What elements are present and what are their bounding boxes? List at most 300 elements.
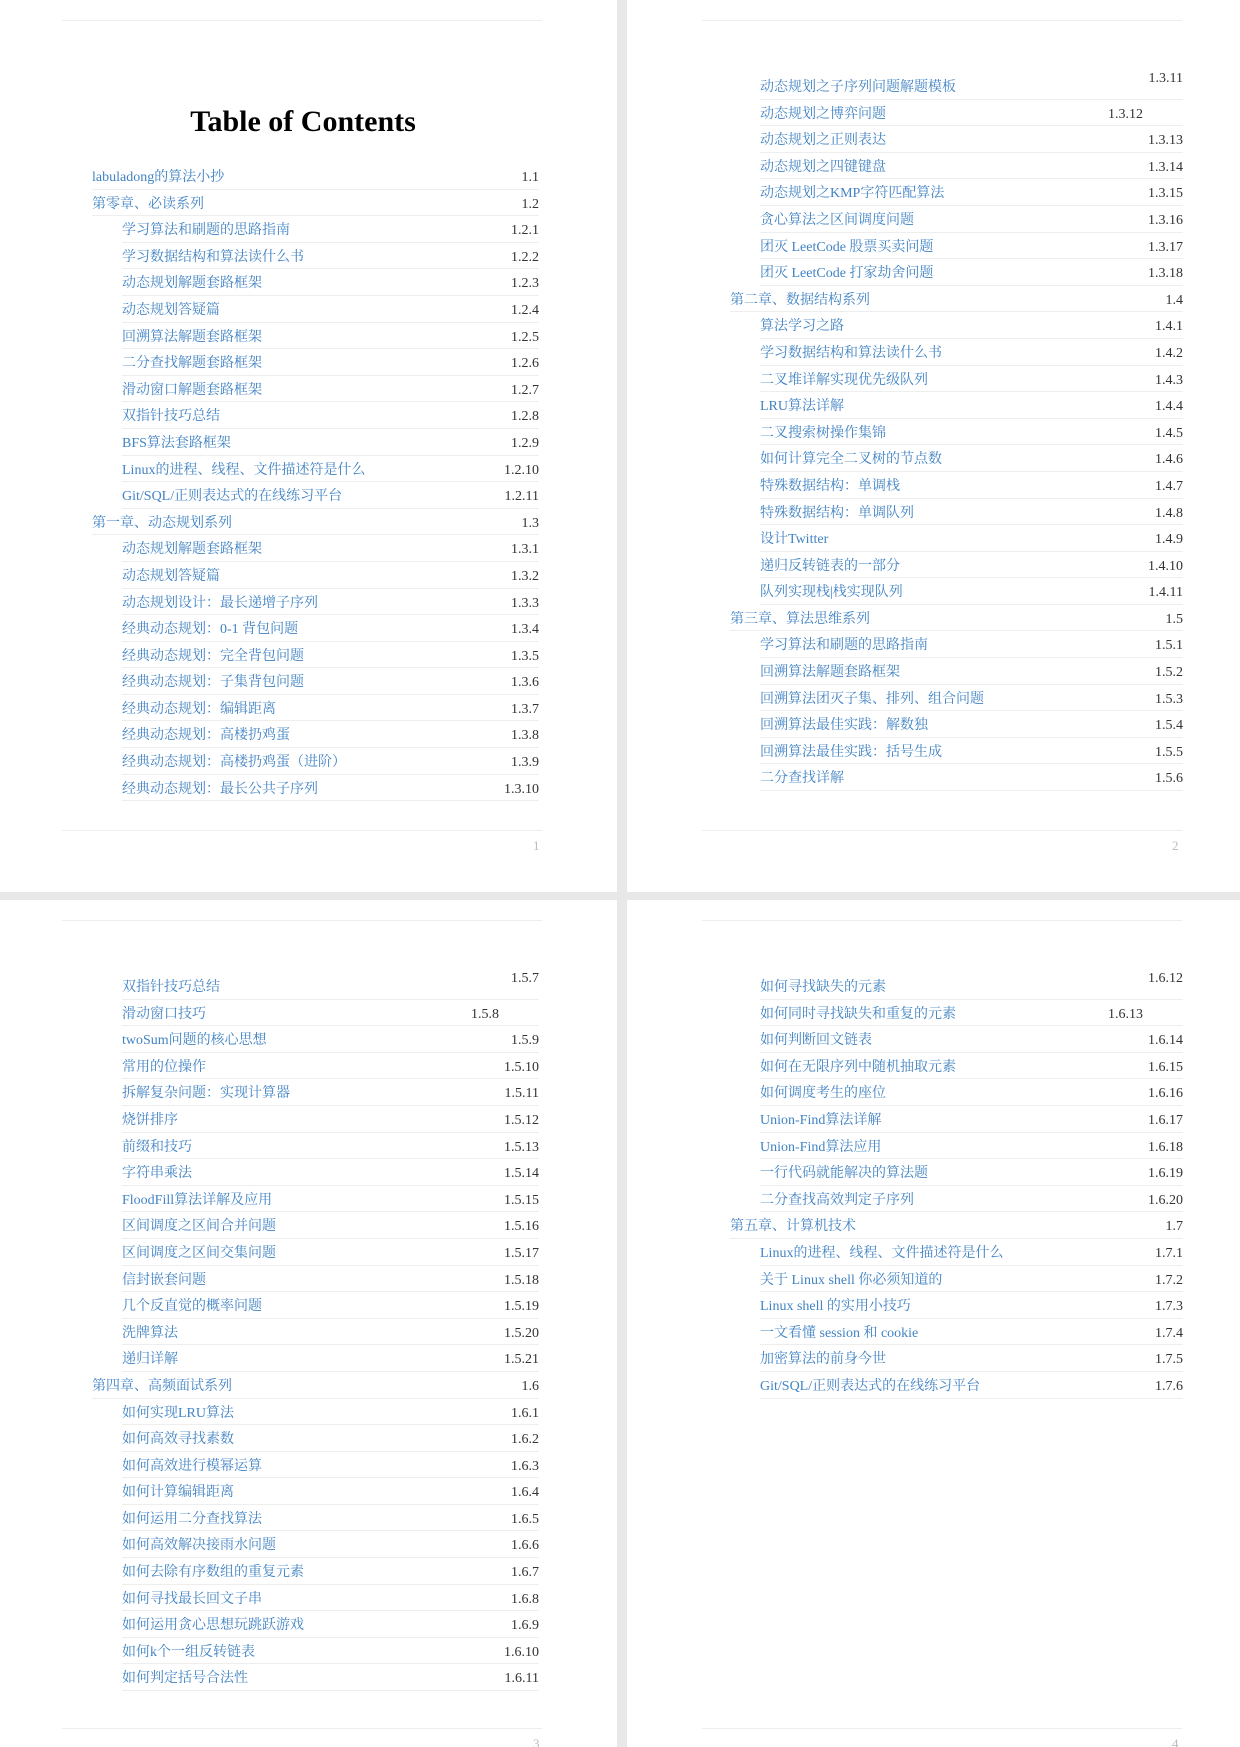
toc-entry[interactable] [760, 1079, 1183, 1106]
toc-entry-link[interactable]: 递归反转链表的一部分 [760, 558, 900, 574]
toc-entry[interactable] [760, 578, 1183, 605]
toc-entry-number: 1.3.15 [1148, 186, 1183, 202]
toc-entry-number: 1.3.9 [511, 755, 539, 771]
toc-entry[interactable] [122, 642, 539, 669]
page-number: 3 [533, 1736, 540, 1747]
toc-entry[interactable] [122, 562, 539, 589]
toc-entry-link[interactable]: 算法学习之路 [760, 319, 844, 335]
toc-entry-link[interactable]: 特殊数据结构：单调队列 [760, 505, 914, 521]
footer-rule [702, 1728, 1182, 1729]
toc-entry-link[interactable]: 动态规划之四键键盘 [760, 159, 886, 175]
toc-entry-number: 1.3.8 [511, 728, 539, 744]
toc-entry[interactable] [122, 1478, 539, 1505]
toc-entry-link[interactable]: 动态规划之KMP字符匹配算法 [760, 186, 945, 202]
toc-entry-link[interactable]: 滑动窗口解题套路框架 [122, 382, 262, 398]
toc-entry-link[interactable]: BFS算法套路框架 [122, 435, 231, 451]
toc-entry[interactable] [122, 1452, 539, 1479]
toc-entry[interactable] [122, 775, 539, 802]
footer-rule [702, 830, 1182, 831]
toc-entry-number: 1.6 [521, 1378, 539, 1394]
toc-entry-link[interactable]: 回溯算法最佳实践：括号生成 [760, 744, 942, 760]
toc-entry-link[interactable]: 动态规划答疑篇 [122, 302, 220, 318]
page-number: 4 [1172, 1736, 1179, 1747]
toc-entry-link[interactable]: 如何寻找最长回文子串 [122, 1591, 262, 1607]
toc-entry-link[interactable]: twoSum问题的核心思想 [122, 1033, 267, 1049]
toc-entry[interactable] [760, 126, 1183, 153]
toc-entry-link[interactable]: 区间调度之区间合并问题 [122, 1219, 276, 1235]
toc-entry[interactable] [122, 429, 539, 456]
toc-entry[interactable] [92, 190, 539, 217]
toc-entry-link[interactable]: 第五章、计算机技术 [730, 1219, 856, 1235]
toc-entry-link[interactable]: 第二章、数据结构系列 [730, 292, 870, 308]
toc-entry-number: 1.6.18 [1148, 1139, 1183, 1155]
toc-entry[interactable] [760, 499, 1183, 526]
toc-entry[interactable] [122, 1664, 539, 1691]
toc-entry-link[interactable]: 如何去除有序数组的重复元素 [122, 1565, 304, 1581]
toc-entry[interactable] [760, 206, 1183, 233]
toc-entry-link[interactable]: 经典动态规划：高楼扔鸡蛋 [122, 728, 290, 744]
toc-entry-link[interactable]: 动态规划之博弈问题 [760, 106, 886, 122]
toc-entry-number: 1.6.13 [1108, 1006, 1143, 1022]
toc-entry-number: 1.7.6 [1155, 1378, 1183, 1394]
header-rule [702, 20, 1182, 21]
page-number: 1 [533, 838, 540, 853]
toc-entry-number: 1.5.1 [1155, 638, 1183, 654]
toc-entry[interactable] [122, 1212, 539, 1239]
toc-entry-number: 1.2.5 [511, 329, 539, 345]
toc-entry-number: 1.4 [1165, 292, 1183, 308]
toc-entry[interactable] [760, 1159, 1183, 1186]
toc-entry-number: 1.5.7 [511, 971, 539, 986]
toc-entry-number: 1.3.18 [1148, 266, 1183, 282]
toc-entry-number: 1.6.8 [511, 1591, 539, 1607]
toc-entry-link[interactable]: 如何判定括号合法性 [122, 1671, 248, 1687]
toc-entry[interactable] [122, 1133, 539, 1160]
toc-entry-number: 1.4.10 [1148, 558, 1183, 574]
toc-entry-link[interactable]: 一行代码就能解决的算法题 [760, 1166, 928, 1182]
toc-entry[interactable] [122, 1399, 539, 1426]
toc-entry[interactable] [760, 1292, 1183, 1319]
toc-entry-number: 1.5.17 [504, 1245, 539, 1261]
toc-entry[interactable] [730, 286, 1183, 313]
toc-entry-number: 1.6.3 [511, 1458, 539, 1474]
toc-entry[interactable] [122, 402, 539, 429]
toc-entry-number: 1.6.16 [1148, 1086, 1183, 1102]
toc-entry-number: 1.5.11 [504, 1086, 539, 1102]
toc-entry[interactable] [122, 216, 539, 243]
header-rule [702, 920, 1182, 921]
toc-entry[interactable] [122, 323, 539, 350]
toc-entry-link[interactable]: FloodFill算法详解及应用 [122, 1192, 273, 1208]
toc-entry-link[interactable]: labuladong的算法小抄 [92, 170, 225, 185]
toc-entry-link[interactable]: 二叉搜索树操作集锦 [760, 425, 886, 441]
toc-list [730, 973, 1183, 1399]
footer-rule [62, 1728, 542, 1729]
toc-entry-link[interactable]: 回溯算法最佳实践：解数独 [760, 718, 928, 734]
toc-entry-link[interactable]: Git/SQL/正则表达式的在线练习平台 [122, 489, 343, 505]
toc-entry-link[interactable]: 如何在无限序列中随机抽取元素 [760, 1059, 956, 1075]
toc-entry-link[interactable]: 如何计算完全二叉树的节点数 [760, 452, 942, 468]
toc-list [730, 73, 1183, 791]
toc-entry[interactable] [760, 552, 1183, 579]
toc-entry-number: 1.3.3 [511, 595, 539, 611]
toc-entry-link[interactable]: Union-Find算法应用 [760, 1139, 882, 1155]
toc-entry[interactable] [760, 764, 1183, 791]
toc-entry[interactable] [760, 100, 1183, 127]
toc-entry-number: 1.5.6 [1155, 771, 1183, 787]
toc-entry-number: 1.5.3 [1155, 691, 1183, 707]
toc-entry[interactable] [760, 366, 1183, 393]
toc-entry[interactable] [122, 1292, 539, 1319]
toc-list [92, 163, 539, 801]
toc-entry[interactable] [760, 525, 1183, 552]
toc-entry-link[interactable]: 团灭 LeetCode 股票买卖问题 [760, 239, 934, 255]
toc-entry[interactable] [760, 685, 1183, 712]
toc-entry-link[interactable]: 第四章、高频面试系列 [92, 1378, 232, 1394]
toc-entry-number: 1.5.21 [504, 1352, 539, 1368]
toc-entry[interactable] [122, 1558, 539, 1585]
toc-entry-link[interactable]: 动态规划答疑篇 [122, 568, 220, 584]
toc-entry[interactable] [760, 711, 1183, 738]
toc-entry[interactable] [760, 1026, 1183, 1053]
toc-entry-link[interactable]: 设计Twitter [760, 532, 829, 548]
toc-entry-number: 1.6.2 [511, 1432, 539, 1448]
toc-entry-link[interactable]: 如何计算编辑距离 [122, 1485, 234, 1501]
toc-entry-link[interactable]: 动态规划设计：最长递增子序列 [122, 595, 318, 611]
toc-entry-link[interactable]: LRU算法详解 [760, 399, 844, 415]
toc-entry[interactable] [122, 243, 539, 270]
toc-entry[interactable] [122, 1079, 539, 1106]
toc-entry[interactable] [760, 1186, 1183, 1213]
toc-entry-number: 1.6.14 [1148, 1033, 1183, 1049]
toc-entry[interactable] [760, 339, 1183, 366]
toc-entry-link[interactable]: 如何运用二分查找算法 [122, 1511, 262, 1527]
toc-entry[interactable] [760, 1266, 1183, 1293]
toc-entry-link[interactable]: 经典动态规划：编辑距离 [122, 701, 276, 717]
header-rule [62, 920, 542, 921]
toc-entry[interactable] [760, 1239, 1183, 1266]
toc-entry-link[interactable]: 贪心算法之区间调度问题 [760, 212, 914, 228]
toc-entry-number: 1.2.8 [511, 409, 539, 425]
toc-entry-link[interactable]: 动态规划解题套路框架 [122, 542, 262, 558]
toc-entry-link[interactable]: 如何调度考生的座位 [760, 1086, 886, 1102]
toc-entry-link[interactable]: 常用的位操作 [122, 1059, 206, 1075]
toc-entry[interactable] [760, 73, 1183, 100]
toc-entry[interactable] [760, 1053, 1183, 1080]
toc-entry[interactable] [730, 605, 1183, 632]
toc-entry-number: 1.5.8 [471, 1006, 499, 1022]
toc-entry-link[interactable]: 如何寻找缺失的元素 [760, 980, 886, 995]
toc-entry-link[interactable]: 烧饼排序 [122, 1112, 178, 1128]
toc-entry-link[interactable]: 学习数据结构和算法读什么书 [760, 345, 942, 361]
toc-entry-number: 1.3 [521, 515, 539, 531]
toc-entry-number: 1.2 [521, 196, 539, 212]
toc-entry-link[interactable]: 动态规划之正则表达 [760, 133, 886, 149]
toc-entry-number: 1.7 [1165, 1219, 1183, 1235]
toc-entry-link[interactable]: Git/SQL/正则表达式的在线练习平台 [760, 1378, 981, 1394]
toc-entry-link[interactable]: 回溯算法解题套路框架 [760, 665, 900, 681]
toc-entry[interactable] [122, 1053, 539, 1080]
toc-entry-number: 1.6.6 [511, 1538, 539, 1554]
toc-entry-number: 1.5.14 [504, 1166, 539, 1182]
toc-entry-link[interactable]: 二分查找详解 [760, 771, 844, 787]
toc-entry-number: 1.3.2 [511, 568, 539, 584]
toc-entry-link[interactable]: Linux的进程、线程、文件描述符是什么 [122, 462, 366, 478]
toc-entry[interactable] [122, 482, 539, 509]
toc-entry-number: 1.3.17 [1148, 239, 1183, 255]
toc-entry[interactable] [760, 153, 1183, 180]
toc-entry-link[interactable]: 经典动态规划：最长公共子序列 [122, 781, 318, 797]
toc-entry[interactable] [92, 509, 539, 536]
toc-entry-link[interactable]: 二分查找高效判定子序列 [760, 1192, 914, 1208]
toc-entry-link[interactable]: 洗牌算法 [122, 1325, 178, 1341]
toc-entry[interactable] [92, 163, 539, 190]
toc-entry[interactable] [122, 615, 539, 642]
toc-entry-number: 1.6.19 [1148, 1166, 1183, 1182]
toc-entry-link[interactable]: 二叉堆详解实现优先级队列 [760, 372, 928, 388]
toc-entry-link[interactable]: 关于 Linux shell 你必须知道的 [760, 1272, 943, 1288]
toc-entry[interactable] [760, 1133, 1183, 1160]
toc-entry-number: 1.6.5 [511, 1511, 539, 1527]
toc-entry-number: 1.7.1 [1155, 1245, 1183, 1261]
toc-entry-number: 1.3.12 [1108, 106, 1143, 122]
toc-entry-link[interactable]: Linux的进程、线程、文件描述符是什么 [760, 1245, 1004, 1261]
toc-entry-link[interactable]: 第三章、算法思维系列 [730, 611, 870, 627]
toc-entry[interactable] [122, 1106, 539, 1133]
page-2 [627, 0, 1240, 892]
toc-entry[interactable] [122, 1585, 539, 1612]
toc-entry-link[interactable]: 第一章、动态规划系列 [92, 515, 232, 531]
toc-entry-number: 1.5.16 [504, 1219, 539, 1235]
toc-entry[interactable] [760, 1319, 1183, 1346]
toc-entry[interactable] [760, 312, 1183, 339]
toc-entry-link[interactable]: 学习算法和刷题的思路指南 [760, 638, 928, 654]
toc-entry-number: 1.2.3 [511, 276, 539, 292]
page-3 [0, 900, 617, 1747]
toc-entry-number: 1.5.4 [1155, 718, 1183, 734]
toc-entry-link[interactable]: 双指针技巧总结 [122, 409, 220, 425]
header-rule [62, 20, 542, 21]
toc-entry-number: 1.4.4 [1155, 399, 1183, 415]
toc-entry-link[interactable]: 如何同时寻找缺失和重复的元素 [760, 1006, 956, 1022]
toc-entry[interactable] [760, 658, 1183, 685]
toc-entry[interactable] [760, 179, 1183, 206]
toc-entry-link[interactable]: 滑动窗口技巧 [122, 1006, 206, 1022]
toc-entry-link[interactable]: 特殊数据结构：单调栈 [760, 478, 900, 494]
toc-entry-number: 1.5.5 [1155, 744, 1183, 760]
page-1 [0, 0, 617, 892]
toc-entry-number: 1.6.12 [1148, 971, 1183, 986]
toc-entry-link[interactable]: 二分查找解题套路框架 [122, 356, 262, 372]
toc-entry-number: 1.2.9 [511, 435, 539, 451]
toc-entry-number: 1.4.2 [1155, 345, 1183, 361]
toc-entry[interactable] [122, 349, 539, 376]
footer-rule [62, 830, 542, 831]
toc-entry-link[interactable]: 第零章、必读系列 [92, 196, 204, 212]
toc-entry-number: 1.3.14 [1148, 159, 1183, 175]
toc-entry-number: 1.4.7 [1155, 478, 1183, 494]
toc-entry[interactable] [122, 1345, 539, 1372]
toc-entry[interactable] [760, 738, 1183, 765]
toc-entry[interactable] [760, 472, 1183, 499]
toc-title: Table of Contents [190, 105, 416, 138]
toc-entry-link[interactable]: 回溯算法解题套路框架 [122, 329, 262, 345]
toc-entry-number: 1.2.6 [511, 356, 539, 372]
toc-entry-number: 1.6.1 [511, 1405, 539, 1421]
toc-entry[interactable] [122, 748, 539, 775]
toc-entry-number: 1.3.10 [504, 781, 539, 797]
toc-entry-number: 1.2.2 [511, 249, 539, 265]
toc-entry-number: 1.4.6 [1155, 452, 1183, 468]
toc-entry-number: 1.7.5 [1155, 1352, 1183, 1368]
toc-entry-number: 1.6.9 [511, 1618, 539, 1634]
toc-entry-link[interactable]: 学习数据结构和算法读什么书 [122, 249, 304, 265]
toc-entry-number: 1.3.11 [1148, 71, 1183, 86]
toc-entry[interactable] [760, 973, 1183, 1000]
toc-entry-number: 1.7.4 [1155, 1325, 1183, 1341]
toc-entry[interactable] [122, 1186, 539, 1213]
toc-entry-number: 1.3.6 [511, 675, 539, 691]
toc-entry-number: 1.3.16 [1148, 212, 1183, 228]
toc-entry[interactable] [122, 721, 539, 748]
toc-entry-link[interactable]: 如何k个一组反转链表 [122, 1644, 255, 1660]
toc-entry[interactable] [760, 1106, 1183, 1133]
toc-entry[interactable] [122, 1266, 539, 1293]
toc-entry-number: 1.3.13 [1148, 133, 1183, 149]
toc-entry-number: 1.7.3 [1155, 1299, 1183, 1315]
toc-entry-link[interactable]: 经典动态规划：子集背包问题 [122, 675, 304, 691]
toc-entry-number: 1.7.2 [1155, 1272, 1183, 1288]
toc-entry[interactable] [730, 1212, 1183, 1239]
toc-entry-link[interactable]: 字符串乘法 [122, 1166, 192, 1182]
toc-entry[interactable] [760, 419, 1183, 446]
toc-entry[interactable] [122, 1425, 539, 1452]
toc-entry[interactable] [122, 668, 539, 695]
toc-entry[interactable] [122, 1638, 539, 1665]
toc-entry-number: 1.5.10 [504, 1059, 539, 1075]
toc-entry-link[interactable]: 前缀和技巧 [122, 1139, 192, 1155]
toc-entry[interactable] [122, 456, 539, 483]
toc-entry-link[interactable]: 信封嵌套问题 [122, 1272, 206, 1288]
toc-entry[interactable] [122, 1026, 539, 1053]
toc-entry-number: 1.6.4 [511, 1485, 539, 1501]
toc-entry[interactable] [760, 1345, 1183, 1372]
toc-entry-number: 1.6.15 [1148, 1059, 1183, 1075]
toc-entry[interactable] [122, 589, 539, 616]
toc-entry-link[interactable]: 区间调度之区间交集问题 [122, 1245, 276, 1261]
toc-entry-link[interactable]: 加密算法的前身今世 [760, 1352, 886, 1368]
toc-entry-link[interactable]: 学习算法和刷题的思路指南 [122, 223, 290, 239]
toc-entry-link[interactable]: 队列实现栈|栈实现队列 [760, 585, 903, 601]
toc-entry-number: 1.5.15 [504, 1192, 539, 1208]
toc-entry[interactable] [122, 695, 539, 722]
toc-entry-number: 1.5 [1165, 611, 1183, 627]
toc-entry-link[interactable]: Union-Find算法详解 [760, 1112, 882, 1128]
toc-entry[interactable] [760, 259, 1183, 286]
toc-entry-link[interactable]: 经典动态规划：高楼扔鸡蛋（进阶） [122, 755, 346, 771]
toc-entry[interactable] [122, 1505, 539, 1532]
toc-entry[interactable] [760, 233, 1183, 260]
toc-entry-number: 1.5.13 [504, 1139, 539, 1155]
toc-entry-link[interactable]: 如何运用贪心思想玩跳跃游戏 [122, 1618, 304, 1634]
toc-entry[interactable] [760, 1000, 1183, 1027]
toc-entry[interactable] [92, 1372, 539, 1399]
toc-entry-link[interactable]: 拆解复杂问题：实现计算器 [122, 1086, 290, 1102]
toc-entry[interactable] [122, 1531, 539, 1558]
toc-entry-link[interactable]: 团灭 LeetCode 打家劫舍问题 [760, 266, 934, 282]
toc-entry-number: 1.2.1 [511, 223, 539, 239]
toc-entry-number: 1.5.9 [511, 1033, 539, 1049]
toc-entry-number: 1.3.1 [511, 542, 539, 558]
toc-entry[interactable] [122, 535, 539, 562]
toc-entry-number: 1.5.18 [504, 1272, 539, 1288]
toc-entry-number: 1.1 [521, 170, 539, 185]
toc-entry-number: 1.6.20 [1148, 1192, 1183, 1208]
toc-entry-link[interactable]: 经典动态规划：完全背包问题 [122, 648, 304, 664]
toc-entry[interactable] [122, 1611, 539, 1638]
toc-entry[interactable] [122, 1239, 539, 1266]
toc-entry-number: 1.3.4 [511, 622, 539, 638]
toc-entry[interactable] [122, 376, 539, 403]
toc-entry-link[interactable]: 如何高效解决接雨水问题 [122, 1538, 276, 1554]
toc-entry[interactable] [122, 296, 539, 323]
toc-entry-number: 1.3.7 [511, 701, 539, 717]
toc-entry[interactable] [122, 973, 539, 1000]
toc-entry-number: 1.4.9 [1155, 532, 1183, 548]
toc-entry-link[interactable]: 动态规划之子序列问题解题模板 [760, 80, 956, 95]
toc-entry-link[interactable]: 回溯算法团灭子集、排列、组合问题 [760, 691, 984, 707]
toc-entry-link[interactable]: 如何高效寻找素数 [122, 1432, 234, 1448]
toc-entry-link[interactable]: 经典动态规划：0-1 背包问题 [122, 622, 299, 638]
toc-entry-number: 1.2.4 [511, 302, 539, 318]
toc-entry[interactable] [122, 1159, 539, 1186]
toc-entry-number: 1.2.11 [504, 489, 539, 505]
toc-entry-number: 1.5.2 [1155, 665, 1183, 681]
toc-entry[interactable] [122, 1000, 539, 1027]
toc-entry-link[interactable]: Linux shell 的实用小技巧 [760, 1299, 911, 1315]
toc-entry-link[interactable]: 动态规划解题套路框架 [122, 276, 262, 292]
toc-entry[interactable] [760, 631, 1183, 658]
page-4 [627, 900, 1240, 1747]
toc-entry-number: 1.6.10 [504, 1644, 539, 1660]
toc-entry[interactable] [760, 1372, 1183, 1399]
toc-entry-number: 1.2.10 [504, 462, 539, 478]
toc-entry-link[interactable]: 如何实现LRU算法 [122, 1405, 234, 1421]
toc-entry-link[interactable]: 几个反直觉的概率问题 [122, 1299, 262, 1315]
toc-entry-number: 1.6.7 [511, 1565, 539, 1581]
toc-entry[interactable] [760, 445, 1183, 472]
toc-entry-number: 1.4.3 [1155, 372, 1183, 388]
toc-entry-number: 1.4.11 [1148, 585, 1183, 601]
toc-entry[interactable] [122, 269, 539, 296]
toc-entry-link[interactable]: 一文看懂 session 和 cookie [760, 1325, 919, 1341]
toc-entry[interactable] [760, 392, 1183, 419]
toc-entry-number: 1.2.7 [511, 382, 539, 398]
toc-entry-link[interactable]: 双指针技巧总结 [122, 980, 220, 995]
toc-entry-number: 1.5.19 [504, 1299, 539, 1315]
toc-entry[interactable] [122, 1319, 539, 1346]
toc-list [92, 973, 539, 1691]
toc-entry-link[interactable]: 如何判断回文链表 [760, 1033, 872, 1049]
toc-entry-number: 1.4.8 [1155, 505, 1183, 521]
toc-entry-number: 1.3.5 [511, 648, 539, 664]
toc-entry-number: 1.4.5 [1155, 425, 1183, 441]
page-number: 2 [1172, 838, 1179, 853]
toc-entry-number: 1.6.17 [1148, 1112, 1183, 1128]
toc-entry-link[interactable]: 递归详解 [122, 1352, 178, 1368]
toc-entry-number: 1.6.11 [504, 1671, 539, 1687]
toc-entry-link[interactable]: 如何高效进行模幂运算 [122, 1458, 262, 1474]
